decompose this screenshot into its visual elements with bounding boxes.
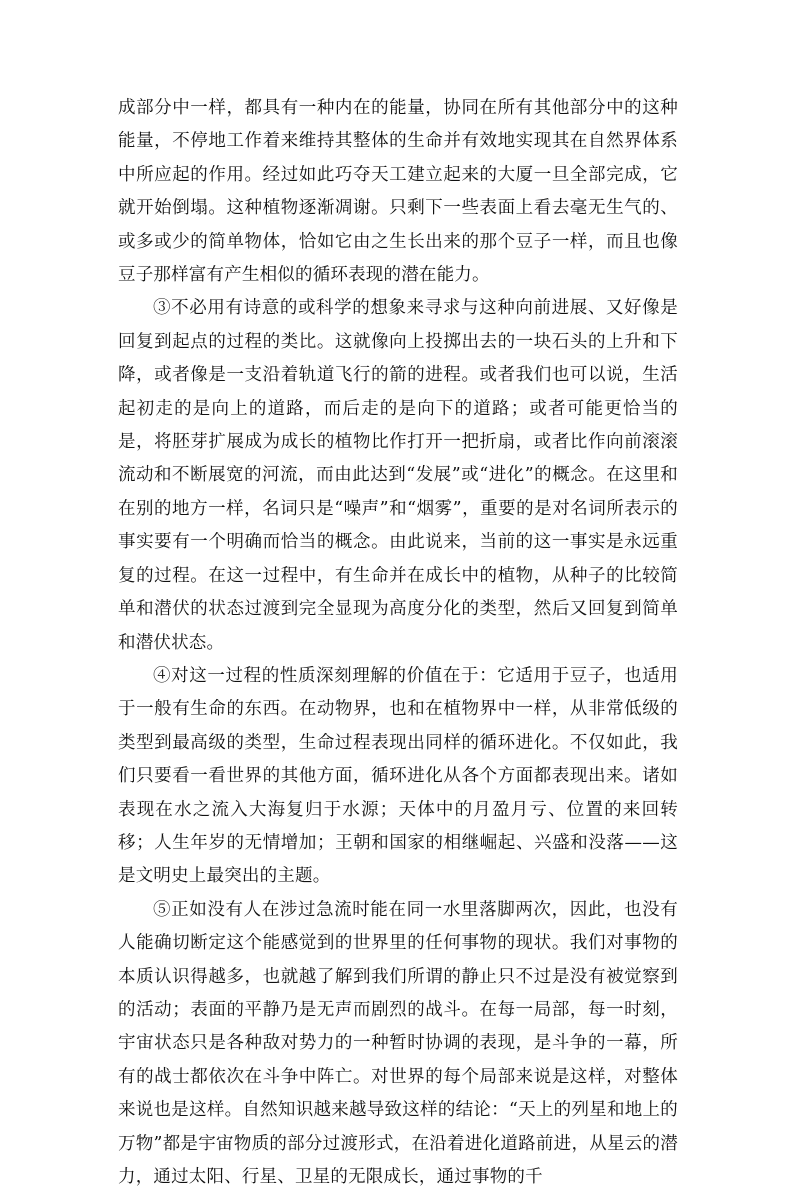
document-page [118, 92, 678, 1194]
paragraph-4: ④对这一过程的性质深刻理解的价值在于：它适用于豆子，也适用于一般有生命的东西。在动物界，也和在植物界中一样，从非常低级的类型到最高级的类型，生命过程表现出同样的循环进化。不仅如此，我们只要看一看世界的其他方面，循环进化从各个方面都表现出来。诸如表现在水之流入大海复归于水源；天体中的月盈月亏、位置的来回转移；人生年岁的无情增加；王朝和国家的相继崛起、兴盛和没落——这是文明史上最突出的主题。 [118, 665, 678, 887]
paragraph-3: ③不必用有诗意的或科学的想象来寻求与这种向前进展、又好像是回复到起点的过程的类比。这就像向上投掷出去的一块石头的上升和下降，或者像是一支沿着轨道飞行的箭的进程。或者我们也可以说，生活起初走的是向上的道路，而后走的是向下的道路；或者可能更恰当的是，将胚芽扩展成为成长的植物比作打开一把折扇，或者比作向前滚滚流动和不断展宽的河流，而由此达到“发展”或“进化”的概念。在这里和在别的地方一样，名词只是“噪声”和“烟雾”，重要的是对名词所表示的事实要有一个明确而恰当的概念。由此说来，当前的这一事实是永远重复的过程。在这一过程中，有生命并在成长中的植物，从种子的比较简单和潜伏的状态过渡到完全显现为高度分化的类型，然后又回复到简单和潜伏状态。 [118, 298, 678, 653]
paragraph-5: ⑤正如没有人在涉过急流时能在同一水里落脚两次，因此，也没有人能确切断定这个能感觉到的世界里的任何事物的现状。我们对事物的本质认识得越多，也就越了解到我们所谓的静止只不过是没有被觉察到的活动；表面的平静乃是无声而剧烈的战斗。在每一局部，每一时刻，宇宙状态只是各种敌对势力的一种暂时协调的表现，是斗争的一幕，所有的战士都依次在斗争中阵亡。对世界的每个局部来说是这样，对整体来说也是这样。自然知识越来越导致这样的结论：“天上的列星和地上的万物”都是宇宙物质的部分过渡形式，在沿着进化道路前进，从星云的潜力，通过太阳、行星、卫星的无限成长，通过事物的千 [118, 899, 678, 1187]
paragraph-continuation: 成部分中一样，都具有一种内在的能量，协同在所有其他部分中的这种能量，不停地工作着来维持其整体的生命并有效地实现其在自然界体系中所应起的作用。经过如此巧夺天工建立起来的大厦一旦全部完成，它就开始倒塌。这种植物逐渐凋谢。只剩下一些表面上看去毫无生气的、或多或少的简单物体，恰如它由之生长出来的那个豆子一样，而且也像豆子那样富有产生相似的循环表现的潜在能力。 [118, 98, 678, 286]
